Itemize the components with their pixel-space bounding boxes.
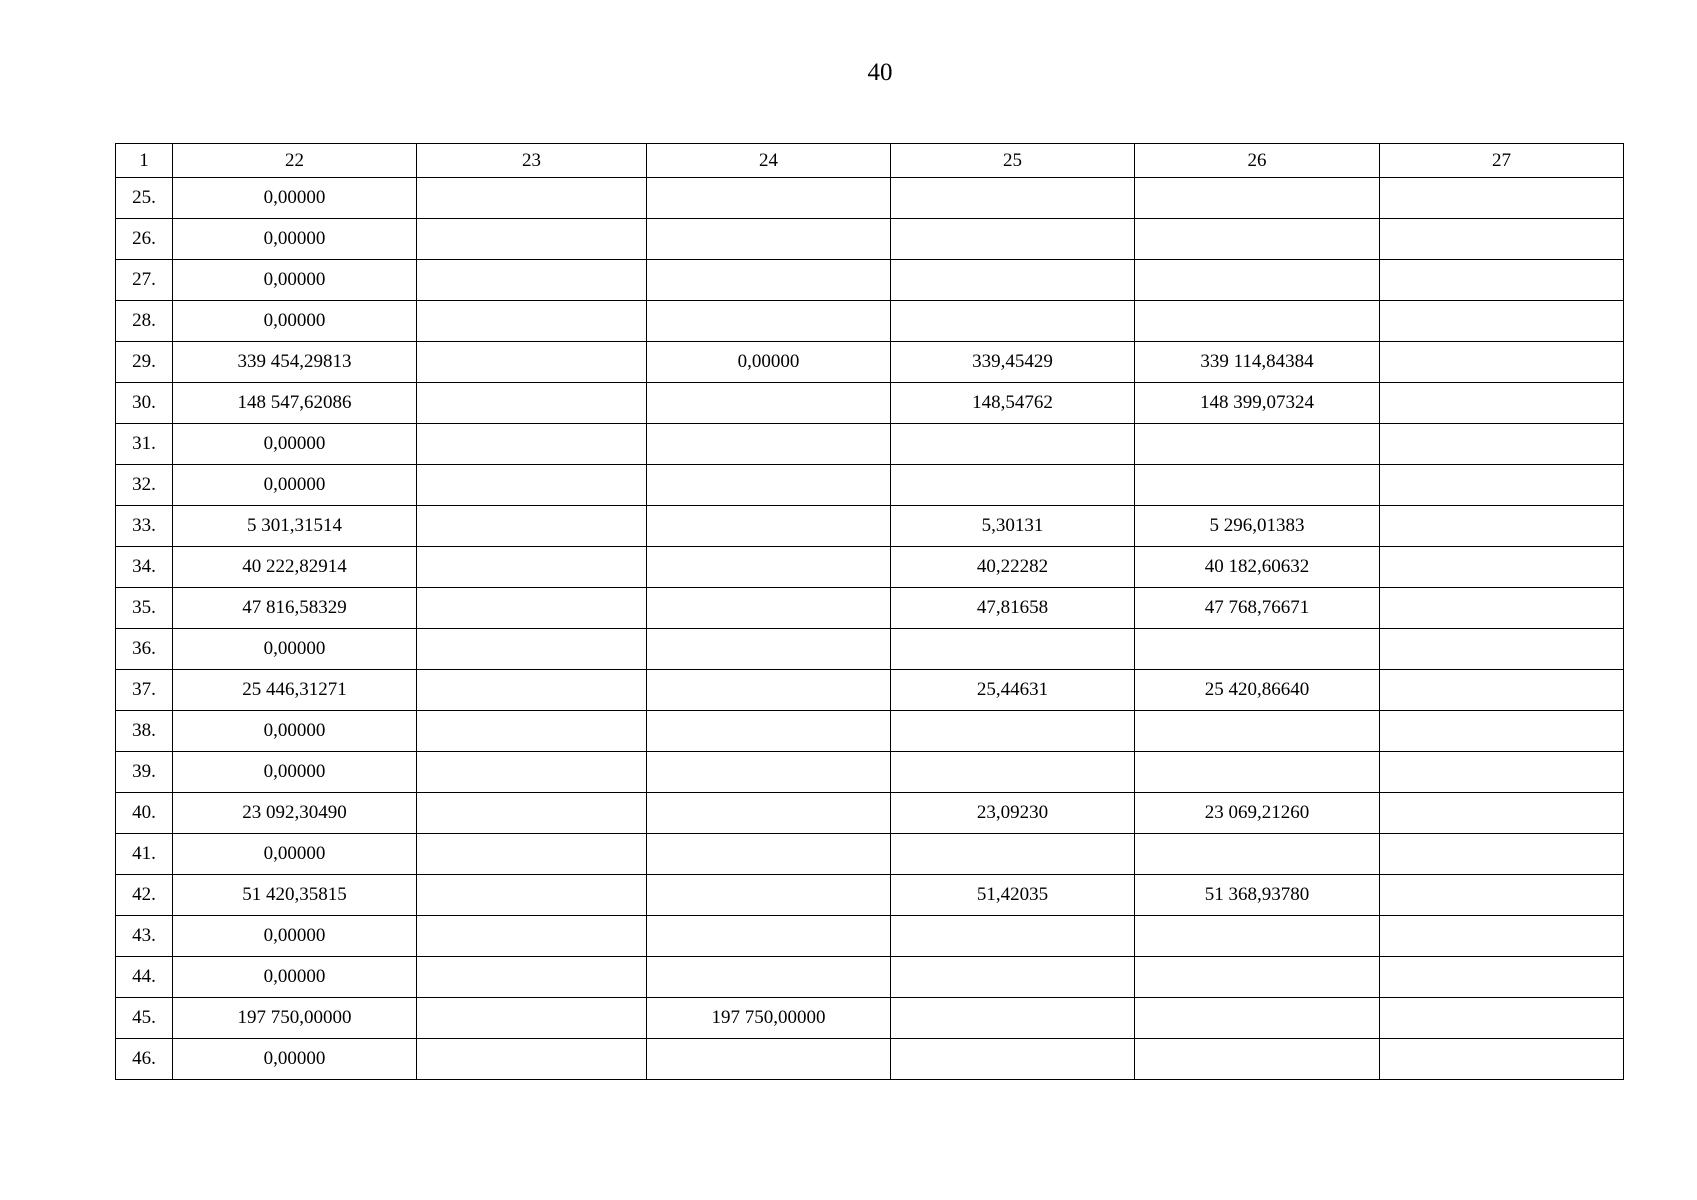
table-cell: 23 069,21260 [1135,793,1380,834]
row-number-cell: 41. [116,834,173,875]
table-cell [1135,998,1380,1039]
table-cell [417,301,647,342]
row-number-cell: 46. [116,1039,173,1080]
table-cell [417,588,647,629]
table-cell [417,752,647,793]
table-row [116,219,1624,260]
table-row [116,178,1624,219]
table-row [116,629,1624,670]
table-row [116,752,1624,793]
table-cell [417,1039,647,1080]
table-header [116,144,1624,178]
data-table [115,143,1624,1080]
table-cell: 25 446,31271 [173,670,417,711]
table-cell: 23,09230 [891,793,1135,834]
table-cell [647,178,891,219]
table-cell: 25 420,86640 [1135,670,1380,711]
table-cell [891,957,1135,998]
table-cell: 0,00000 [173,465,417,506]
table-cell: 339 114,84384 [1135,342,1380,383]
table-cell [891,752,1135,793]
table-row [116,875,1624,916]
header-row [116,144,1624,178]
table-cell [1135,752,1380,793]
table-cell: 339,45429 [891,342,1135,383]
table-cell [417,547,647,588]
row-number-cell: 29. [116,342,173,383]
table-cell [891,424,1135,465]
table-cell [891,629,1135,670]
table-cell [1380,793,1624,834]
table-cell: 25,44631 [891,670,1135,711]
table-row [116,588,1624,629]
row-number-cell: 37. [116,670,173,711]
table-cell [1380,342,1624,383]
table-cell [1380,219,1624,260]
table-cell: 0,00000 [173,752,417,793]
table-cell [417,793,647,834]
table-row [116,260,1624,301]
table-cell [417,383,647,424]
table-cell [417,342,647,383]
row-number-cell: 27. [116,260,173,301]
table-cell [417,916,647,957]
table-cell [647,547,891,588]
row-number-cell: 42. [116,875,173,916]
table-cell [1380,752,1624,793]
table-row [116,383,1624,424]
table-cell: 51 368,93780 [1135,875,1380,916]
table-cell [1380,260,1624,301]
table-cell [647,793,891,834]
table-cell: 0,00000 [173,1039,417,1080]
table-cell: 47 768,76671 [1135,588,1380,629]
table-cell [417,506,647,547]
table-cell: 51 420,35815 [173,875,417,916]
row-number-cell: 38. [116,711,173,752]
table-cell: 23 092,30490 [173,793,417,834]
table-cell [647,424,891,465]
table-cell [1135,834,1380,875]
table-cell [647,670,891,711]
page-number: 40 [867,59,893,86]
table-row [116,793,1624,834]
table-cell: 339 454,29813 [173,342,417,383]
table-cell: 0,00000 [173,178,417,219]
row-number-cell: 30. [116,383,173,424]
table-cell [891,1039,1135,1080]
table-cell [647,957,891,998]
row-number-cell: 40. [116,793,173,834]
table-cell [891,301,1135,342]
table-cell: 0,00000 [173,260,417,301]
table-cell [1380,957,1624,998]
column-header: 25 [891,144,1135,178]
table-cell: 197 750,00000 [647,998,891,1039]
table-row [116,670,1624,711]
table-cell [1135,916,1380,957]
table-row [116,547,1624,588]
table-cell [891,916,1135,957]
table-row [116,424,1624,465]
table-cell [1135,424,1380,465]
table-row [116,342,1624,383]
table-cell [1380,998,1624,1039]
table-cell [647,588,891,629]
table-row [116,506,1624,547]
table-cell [1380,465,1624,506]
table-cell [1380,834,1624,875]
table-cell [647,752,891,793]
table-row [116,834,1624,875]
table-cell [647,834,891,875]
table-cell [1135,465,1380,506]
table-cell [647,875,891,916]
table-cell: 197 750,00000 [173,998,417,1039]
table-cell [1135,1039,1380,1080]
table-cell [891,834,1135,875]
row-number-cell: 35. [116,588,173,629]
table-body [116,178,1624,1080]
table-cell [1380,670,1624,711]
table-cell [417,998,647,1039]
table-cell: 148 399,07324 [1135,383,1380,424]
table-cell: 0,00000 [173,301,417,342]
table-row [116,916,1624,957]
row-number-cell: 43. [116,916,173,957]
table-cell [1380,588,1624,629]
table-cell [417,219,647,260]
row-number-cell: 32. [116,465,173,506]
table-cell [891,260,1135,301]
table-cell [1380,547,1624,588]
row-number-cell: 26. [116,219,173,260]
table-cell: 5 301,31514 [173,506,417,547]
table-row [116,465,1624,506]
row-number-cell: 44. [116,957,173,998]
table-cell: 5 296,01383 [1135,506,1380,547]
table-cell: 0,00000 [173,629,417,670]
table-cell: 0,00000 [647,342,891,383]
table-cell [1380,383,1624,424]
table-cell [647,506,891,547]
table-row [116,711,1624,752]
table-cell [647,629,891,670]
column-header: 27 [1380,144,1624,178]
table-cell [647,301,891,342]
table-cell [417,957,647,998]
table-cell [417,178,647,219]
table-cell: 51,42035 [891,875,1135,916]
table-cell: 40 222,82914 [173,547,417,588]
table-row [116,957,1624,998]
table-cell [1135,629,1380,670]
table-cell: 0,00000 [173,424,417,465]
table-cell: 47 816,58329 [173,588,417,629]
table-cell [647,711,891,752]
table-cell [1380,506,1624,547]
table-cell [1380,875,1624,916]
column-header: 26 [1135,144,1380,178]
table-cell: 47,81658 [891,588,1135,629]
table-cell [891,219,1135,260]
table-row [116,1039,1624,1080]
table-cell: 148 547,62086 [173,383,417,424]
table-cell: 148,54762 [891,383,1135,424]
table-cell [891,178,1135,219]
column-header: 23 [417,144,647,178]
row-number-cell: 36. [116,629,173,670]
table-cell [417,424,647,465]
table-cell [417,875,647,916]
column-header: 24 [647,144,891,178]
table-cell [1135,260,1380,301]
table-cell [647,916,891,957]
row-number-cell: 34. [116,547,173,588]
table-row [116,301,1624,342]
table-cell: 0,00000 [173,916,417,957]
table-cell [1135,711,1380,752]
table-cell [1380,424,1624,465]
table-cell [647,383,891,424]
table-cell: 0,00000 [173,834,417,875]
row-number-cell: 33. [116,506,173,547]
row-number-cell: 31. [116,424,173,465]
table-cell: 5,30131 [891,506,1135,547]
table-cell [647,1039,891,1080]
table-cell [417,465,647,506]
table-cell [891,465,1135,506]
table-cell: 0,00000 [173,711,417,752]
table-cell [647,260,891,301]
table-cell [1135,957,1380,998]
table-cell [417,711,647,752]
table-cell [417,834,647,875]
table-cell [1380,629,1624,670]
table-cell [647,465,891,506]
table-row [116,998,1624,1039]
table-cell [1135,301,1380,342]
row-number-cell: 28. [116,301,173,342]
table-cell [1380,711,1624,752]
row-number-cell: 25. [116,178,173,219]
table-cell: 0,00000 [173,957,417,998]
table-cell [417,670,647,711]
table-cell [1380,301,1624,342]
table-cell [647,219,891,260]
row-number-cell: 39. [116,752,173,793]
table-cell: 40 182,60632 [1135,547,1380,588]
table-cell [1135,178,1380,219]
table-cell [891,711,1135,752]
table-cell [417,629,647,670]
column-header: 22 [173,144,417,178]
table-cell [417,260,647,301]
table-cell: 0,00000 [173,219,417,260]
table-cell [1380,178,1624,219]
table-cell [1380,916,1624,957]
table-cell: 40,22282 [891,547,1135,588]
column-header: 1 [116,144,173,178]
table-cell [1380,1039,1624,1080]
table-cell [1135,219,1380,260]
row-number-cell: 45. [116,998,173,1039]
table-cell [891,998,1135,1039]
